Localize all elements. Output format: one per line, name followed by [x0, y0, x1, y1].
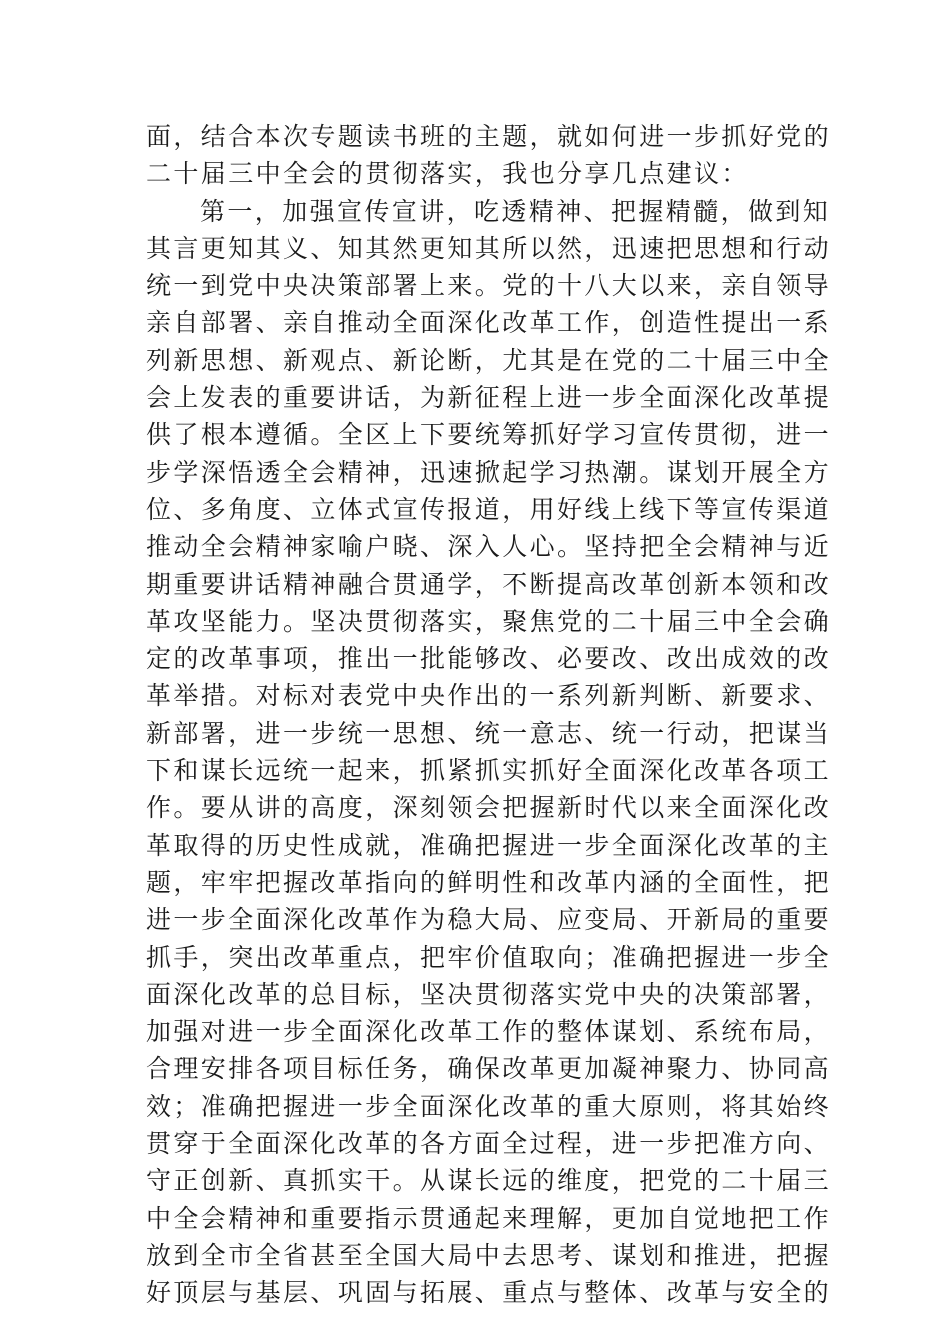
text-line: 抓手，突出改革重点，把牢价值取向；准确把握进一步全	[146, 942, 832, 972]
text-line: 位、多角度、立体式宣传报道，用好线上线下等宣传渠道	[146, 494, 832, 524]
text-line: 亲自部署、亲自推动全面深化改革工作，创造性提出一系	[146, 308, 832, 338]
text-line: 革举措。对标对表党中央作出的一系列新判断、新要求、	[146, 681, 832, 711]
text-line: 作。要从讲的高度，深刻领会把握新时代以来全面深化改	[146, 793, 832, 823]
paragraph-start-line: 第一，加强宣传宣讲，吃透精神、把握精髓，做到知	[200, 196, 831, 226]
text-line: 革取得的历史性成就，准确把握进一步全面深化改革的主	[146, 830, 832, 860]
text-line: 面深化改革的总目标，坚决贯彻落实党中央的决策部署，	[146, 979, 832, 1009]
text-line: 贯穿于全面深化改革的各方面全过程，进一步把准方向、	[146, 1129, 832, 1159]
text-line: 题，牢牢把握改革指向的鲜明性和改革内涵的全面性，把	[146, 867, 832, 897]
text-line: 放到全市全省甚至全国大局中去思考、谋划和推进，把握	[146, 1240, 832, 1270]
text-line: 步学深悟透全会精神，迅速掀起学习热潮。谋划开展全方	[146, 457, 832, 487]
text-line: 进一步全面深化改革作为稳大局、应变局、开新局的重要	[146, 905, 832, 935]
text-line: 面，结合本次专题读书班的主题，就如何进一步抓好党的	[146, 122, 832, 151]
text-line: 革攻坚能力。坚决贯彻落实，聚焦党的二十届三中全会确	[146, 606, 832, 636]
text-line: 中全会精神和重要指示贯通起来理解，更加自觉地把工作	[146, 1203, 832, 1233]
text-line: 新部署，进一步统一思想、统一意志、统一行动，把谋当	[146, 718, 832, 748]
text-line: 二十届三中全会的贯彻落实，我也分享几点建议：	[146, 159, 749, 189]
text-line: 期重要讲话精神融合贯通学，不断提高改革创新本领和改	[146, 569, 832, 599]
text-line: 统一到党中央决策部署上来。党的十八大以来，亲自领导	[146, 271, 832, 301]
text-line: 其言更知其义、知其然更知其所以然，迅速把思想和行动	[146, 233, 832, 263]
text-line: 推动全会精神家喻户晓、深入人心。坚持把全会精神与近	[146, 532, 832, 562]
body-text	[146, 118, 832, 1312]
text-line: 效；准确把握进一步全面深化改革的重大原则，将其始终	[146, 1091, 832, 1121]
text-line: 好顶层与基层、巩固与拓展、重点与整体、改革与安全的	[146, 1278, 832, 1308]
text-line: 合理安排各项目标任务，确保改革更加凝神聚力、协同高	[146, 1054, 832, 1084]
text-line: 列新思想、新观点、新论断，尤其是在党的二十届三中全	[146, 345, 832, 375]
text-line: 加强对进一步全面深化改革工作的整体谋划、系统布局，	[146, 1017, 832, 1047]
text-line: 供了根本遵循。全区上下要统筹抓好学习宣传贯彻，进一	[146, 420, 832, 450]
text-line: 下和谋长远统一起来，抓紧抓实抓好全面深化改革各项工	[146, 756, 832, 786]
text-line: 会上发表的重要讲话，为新征程上进一步全面深化改革提	[146, 383, 832, 413]
text-line: 守正创新、真抓实干。从谋长远的维度，把党的二十届三	[146, 1166, 832, 1196]
text-line: 定的改革事项，推出一批能够改、必要改、改出成效的改	[146, 644, 832, 674]
